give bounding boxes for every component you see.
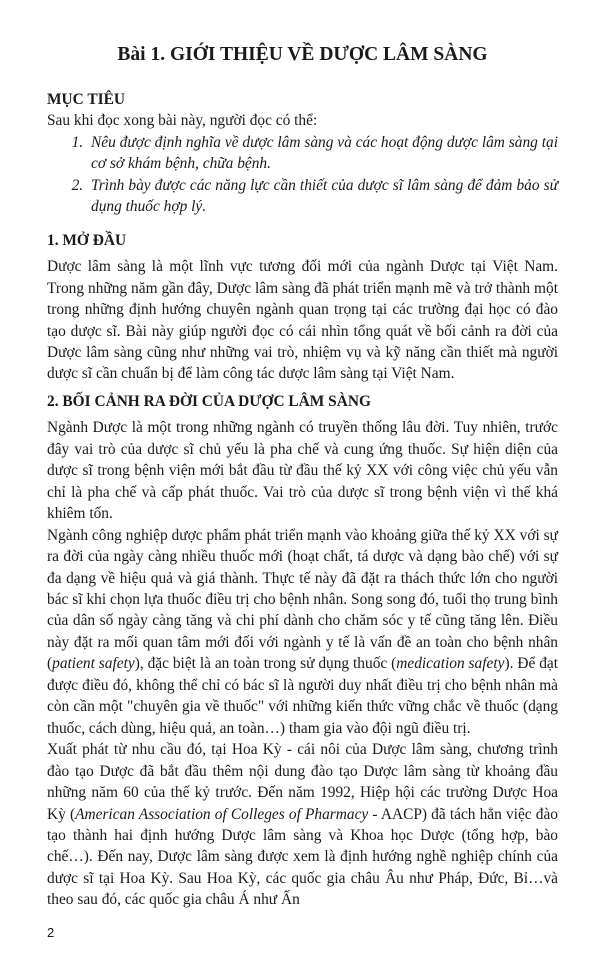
paragraph: [47, 739, 558, 911]
objectives-intro: Sau khi đọc xong bài này, người đọc có thể:: [47, 112, 318, 130]
section-introduction: [47, 230, 558, 385]
page-number: 2: [47, 924, 55, 940]
paragraph: Ngành Dược là một trong những ngành có truyền thống lâu đời. Tuy nhiên, trước đây vai trò của dược sĩ chủ yếu là pha chế và cung ứng thuốc. Sự hiện diện của dược sĩ trong bệnh viện mới bắt đầu từ đầu thế kỷ XX với công việc chủ yếu vẫn chỉ là pha chế và cấp phát thuốc. Vai trò của dược sĩ trong bệnh viện vì thế khá khiêm tốn.: [47, 419, 558, 523]
text: Xuất phát từ nhu cầu đó, tại Hoa Kỳ - cái nôi của Dược lâm sàng, chương trình đào tạo Dược đã bắt đầu thêm nội dung đào tạo Dược lâm sàng từ khoảng đầu những năm 60 của thế kỷ trước. Đến năm 1992, Hiệp hội các trường Dược Hoa Kỳ (: [47, 741, 558, 823]
section-heading: 1. MỞ ĐẦU: [47, 231, 127, 249]
section-background: [47, 391, 558, 911]
objectives-list: [47, 132, 558, 218]
italic-term: patient safety: [52, 655, 135, 673]
objectives-section: [47, 89, 558, 218]
objective-item: 1. Nêu được định nghĩa về dược lâm sàng và các hoạt động dược lâm sàng tại cơ sở khám bệnh, chữa bệnh.: [87, 132, 558, 175]
objective-item: 2. Trình bày được các năng lực cần thiết của dược sĩ lâm sàng để đảm bảo sử dụng thuốc hợp lý.: [87, 175, 558, 218]
text: - AACP) đã tách hẳn việc đào tạo thành hai định hướng Dược lâm sàng và Khoa học Dược (tổng hợp, bào chế…). Đến nay, Dược lâm sàng được xem là định hướng nghề nghiệp chính của dược sĩ tại Hoa Kỳ. Sau Hoa Kỳ, các quốc gia châu Âu như Pháp, Đức, Bỉ…và theo sau đó, các quốc gia châu Á như Ấn: [47, 805, 558, 909]
document-page: [47, 0, 558, 941]
italic-term: medication safety: [396, 655, 505, 673]
text: Ngành công nghiệp dược phẩm phát triển mạnh vào khoảng giữa thế kỷ XX với sự ra đời của ngày càng nhiều thuốc mới (hoạt chất, tá dược và dạng bào chế) với sự đa dạng về hiệu quả và giá thành. Thực tế này đã đặt ra thách thức lớn cho người bác sĩ khi chọn lựa thuốc điều trị cho bệnh nhân. Song song đó, tuổi thọ trung bình của dân số ngày càng tăng và chi phí dành cho chăm sóc y tế cũng tăng lên. Điều này đặt ra mối quan tâm mới đối với ngành y tế là vấn đề an toàn cho bệnh nhân (: [47, 526, 558, 673]
section-heading: 2. BỐI CẢNH RA ĐỜI CỦA DƯỢC LÂM SÀNG: [47, 392, 371, 410]
paragraph: Dược lâm sàng là một lĩnh vực tương đối mới của ngành Dược tại Việt Nam. Trong những năm gần đây, Dược lâm sàng đã phát triển mạnh mẽ và trở thành một trong những định hướng chuyên ngành quan trọng tại các trường đại học có đào tạo dược sĩ. Bài này giúp người đọc có cái nhìn tổng quát về bối cảnh ra đời của Dược lâm sàng cũng như những vai trò, nhiệm vụ và kỹ năng cần thiết mà người dược sĩ cần chuẩn bị để làm công tác dược lâm sàng tại Việt Nam.: [47, 258, 558, 383]
objectives-heading: MỤC TIÊU: [47, 91, 125, 108]
text: ), đặc biệt là an toàn trong sử dụng thuốc (: [134, 655, 397, 673]
text: ). Để đạt được điều đó, không thể chỉ có bác sĩ là người duy nhất điều trị cho bệnh nhân mà còn cần một "chuyên gia về thuốc" với những kiến thức vững chắc về thuốc (dạng thuốc, cách dùng, hiệu quả, an toàn…) tham gia vào đội ngũ điều trị.: [47, 655, 559, 737]
lesson-title: Bài 1. GIỚI THIỆU VỀ DƯỢC LÂM SÀNG: [117, 44, 488, 65]
paragraph: [47, 525, 558, 740]
italic-term: American Association of Colleges of Pharmacy: [75, 805, 369, 823]
